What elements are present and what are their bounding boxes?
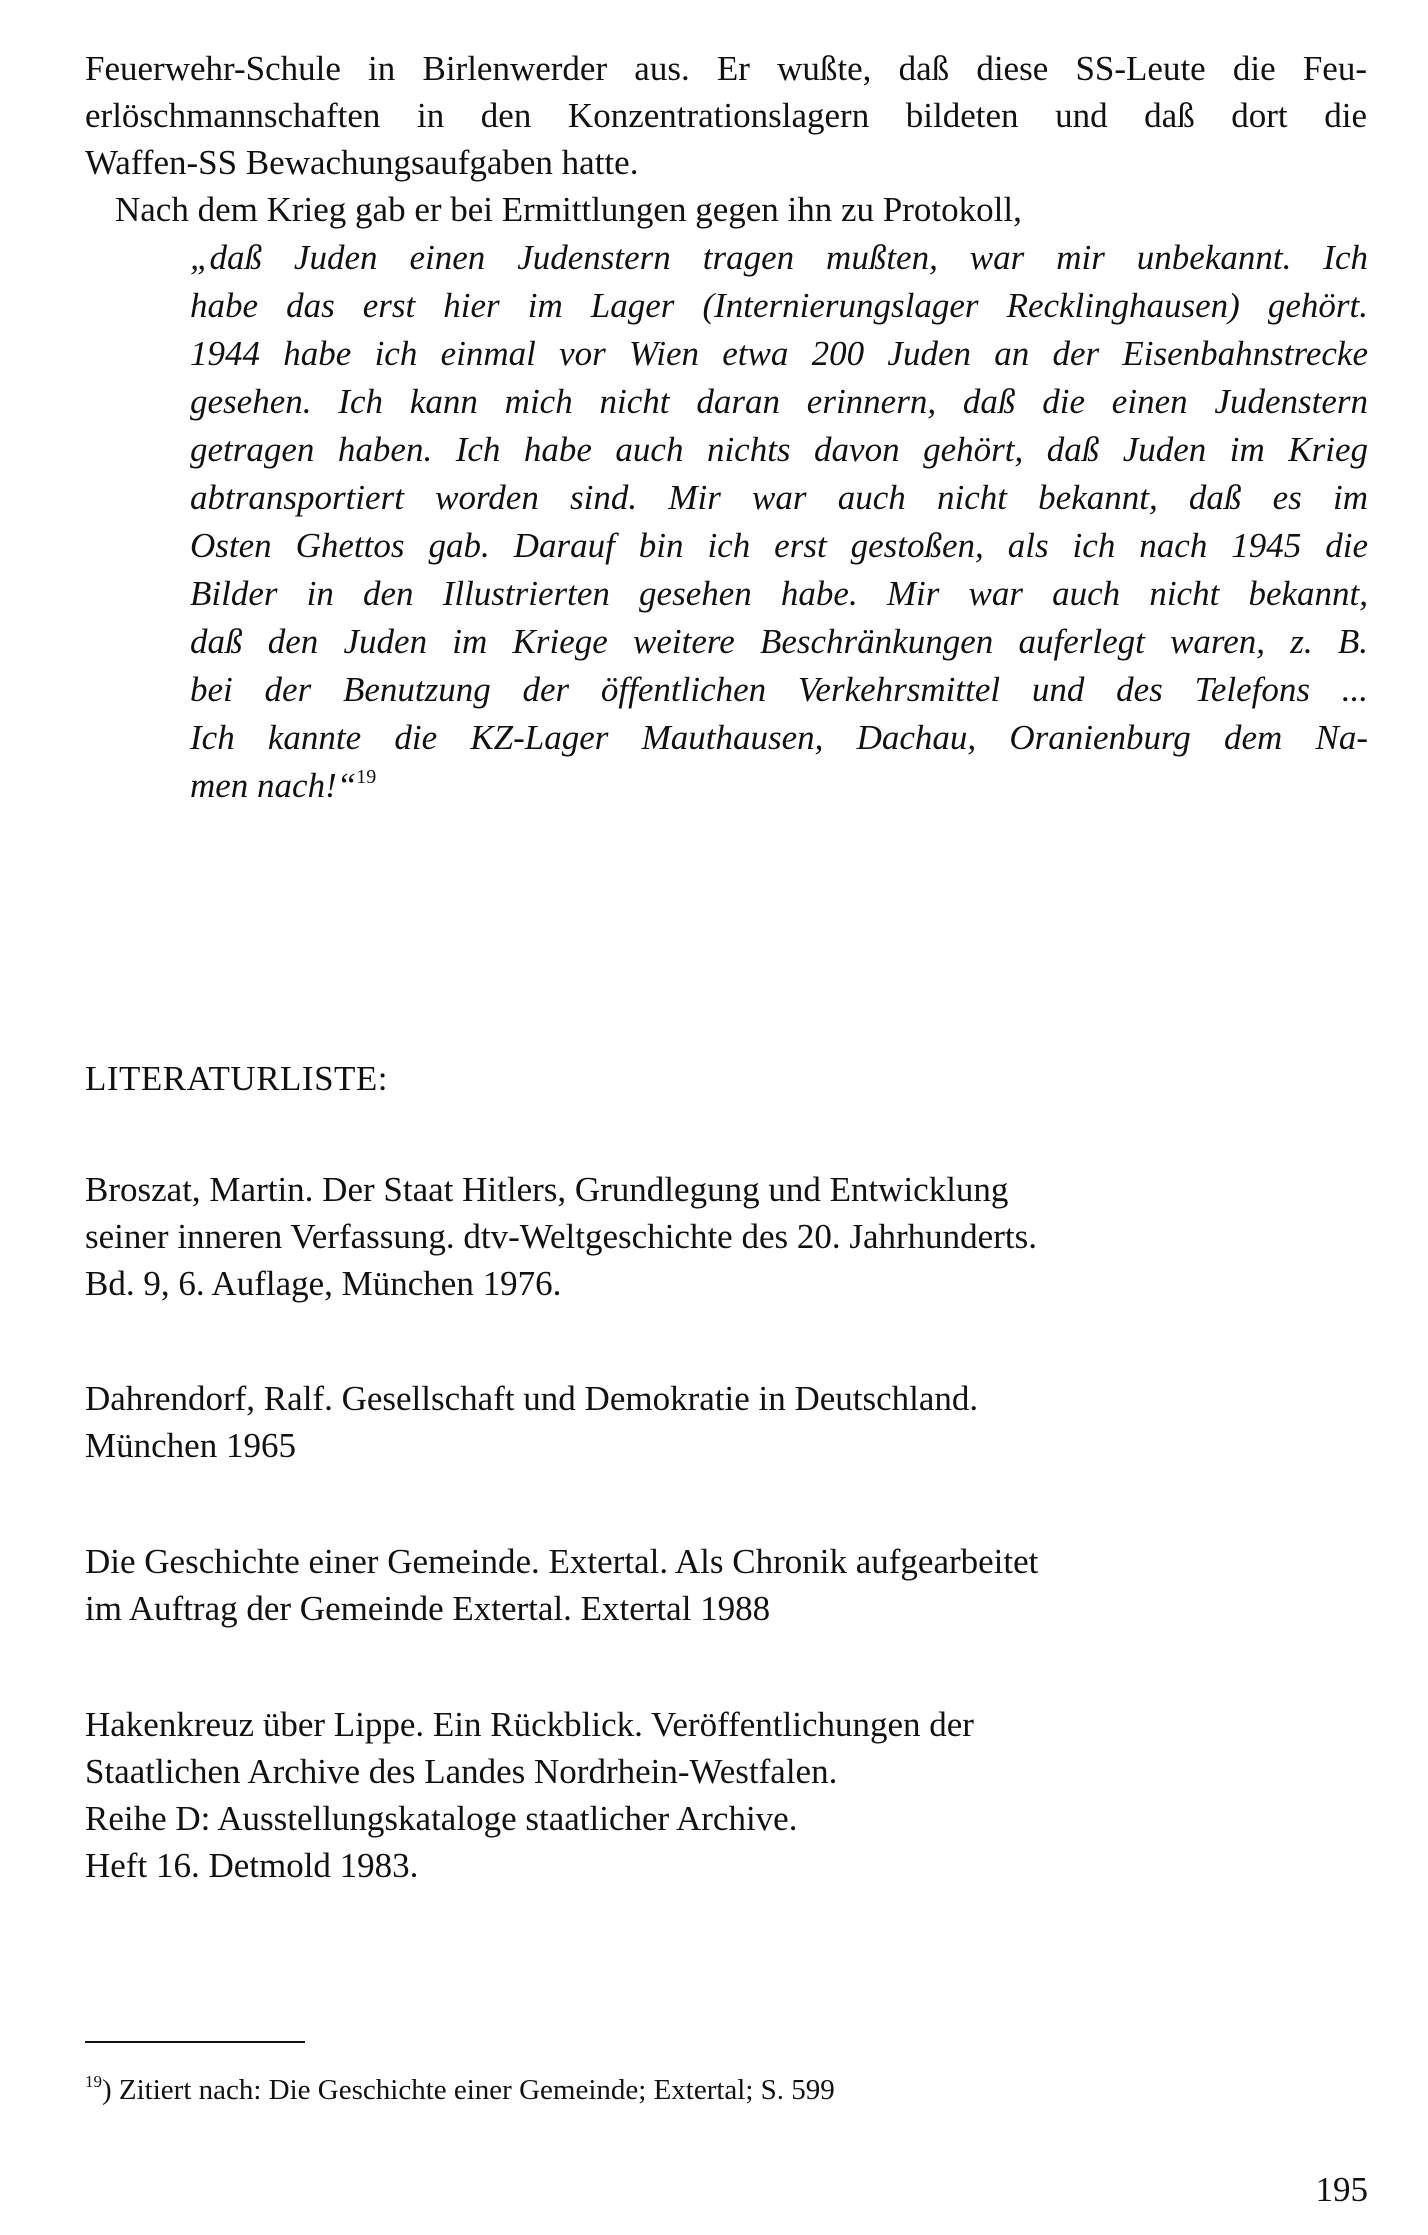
- footnote-marker: 19: [85, 2072, 102, 2091]
- literature-entry-line: Dahrendorf, Ralf. Gesellschaft und Demokratie in Deutschland.: [85, 1379, 979, 1418]
- quote-line: Osten Ghettos gab. Darauf bin ich erst gestoßen, als ich nach 1945 die: [190, 526, 1368, 565]
- literature-entry-line: Staatlichen Archive des Landes Nordrhein-Westfalen.: [85, 1752, 838, 1791]
- body-line: erlöschmannschaften in den Konzentrationslagern bildeten und daß dort die: [85, 96, 1367, 135]
- quote-line: Bilder in den Illustrierten gesehen habe. Mir war auch nicht bekannt,: [190, 574, 1368, 613]
- footnote-text: ) Zitiert nach: Die Geschichte einer Gemeinde; Extertal; S. 599: [102, 2074, 835, 2106]
- literature-entry-line: Bd. 9, 6. Auflage, München 1976.: [85, 1264, 562, 1303]
- literature-entry-line: Die Geschichte einer Gemeinde. Extertal. Als Chronik aufgearbeitet: [85, 1542, 1039, 1581]
- quote-line: getragen haben. Ich habe auch nichts davon gehört, daß Juden im Krieg: [190, 430, 1368, 469]
- literature-entry-line: im Auftrag der Gemeinde Extertal. Extertal 1988: [85, 1589, 771, 1628]
- literature-entry-line: seiner inneren Verfassung. dtv-Weltgeschichte des 20. Jahrhunderts.: [85, 1217, 1037, 1256]
- quote-line: habe das erst hier im Lager (Internierungslager Recklinghausen) gehört.: [190, 286, 1368, 325]
- literature-entry-line: Reihe D: Ausstellungskataloge staatlicher Archive.: [85, 1799, 798, 1838]
- quote-line: daß den Juden im Kriege weitere Beschränkungen auferlegt waren, z. B.: [190, 622, 1368, 661]
- quote-line-text: men nach!“: [190, 766, 357, 805]
- page-number: 195: [1315, 2170, 1368, 2209]
- literature-entry-line: München 1965: [85, 1426, 296, 1465]
- footnote-divider: [85, 2041, 305, 2043]
- quote-line: 1944 habe ich einmal vor Wien etwa 200 Juden an der Eisenbahnstrecke: [190, 334, 1368, 373]
- body-line-indented: Nach dem Krieg gab er bei Ermittlungen gegen ihn zu Protokoll,: [115, 190, 1022, 229]
- quote-line-last: [190, 764, 1368, 808]
- quote-line: Ich kannte die KZ-Lager Mauthausen, Dachau, Oranienburg dem Na-: [190, 718, 1368, 757]
- literature-entry-line: Broszat, Martin. Der Staat Hitlers, Grundlegung und Entwicklung: [85, 1170, 1009, 1209]
- quote-line: bei der Benutzung der öffentlichen Verkehrsmittel und des Telefons ...: [190, 670, 1368, 709]
- footnote-reference[interactable]: 19: [356, 766, 377, 788]
- body-line: Waffen-SS Bewachungsaufgaben hatte.: [85, 143, 639, 182]
- literature-entry-line: Hakenkreuz über Lippe. Ein Rückblick. Veröffentlichungen der: [85, 1705, 974, 1744]
- footnote: [85, 2072, 835, 2108]
- quote-line: gesehen. Ich kann mich nicht daran erinnern, daß die einen Judenstern: [190, 382, 1368, 421]
- body-line: Feuerwehr-Schule in Birlenwerder aus. Er wußte, daß diese SS-Leute die Feu-: [85, 49, 1367, 88]
- literature-entry-line: Heft 16. Detmold 1983.: [85, 1846, 419, 1885]
- quote-line: abtransportiert worden sind. Mir war auch nicht bekannt, daß es im: [190, 478, 1368, 517]
- quote-line: „daß Juden einen Judenstern tragen mußten, war mir unbekannt. Ich: [190, 238, 1368, 277]
- literature-heading: LITERATURLISTE:: [85, 1059, 389, 1098]
